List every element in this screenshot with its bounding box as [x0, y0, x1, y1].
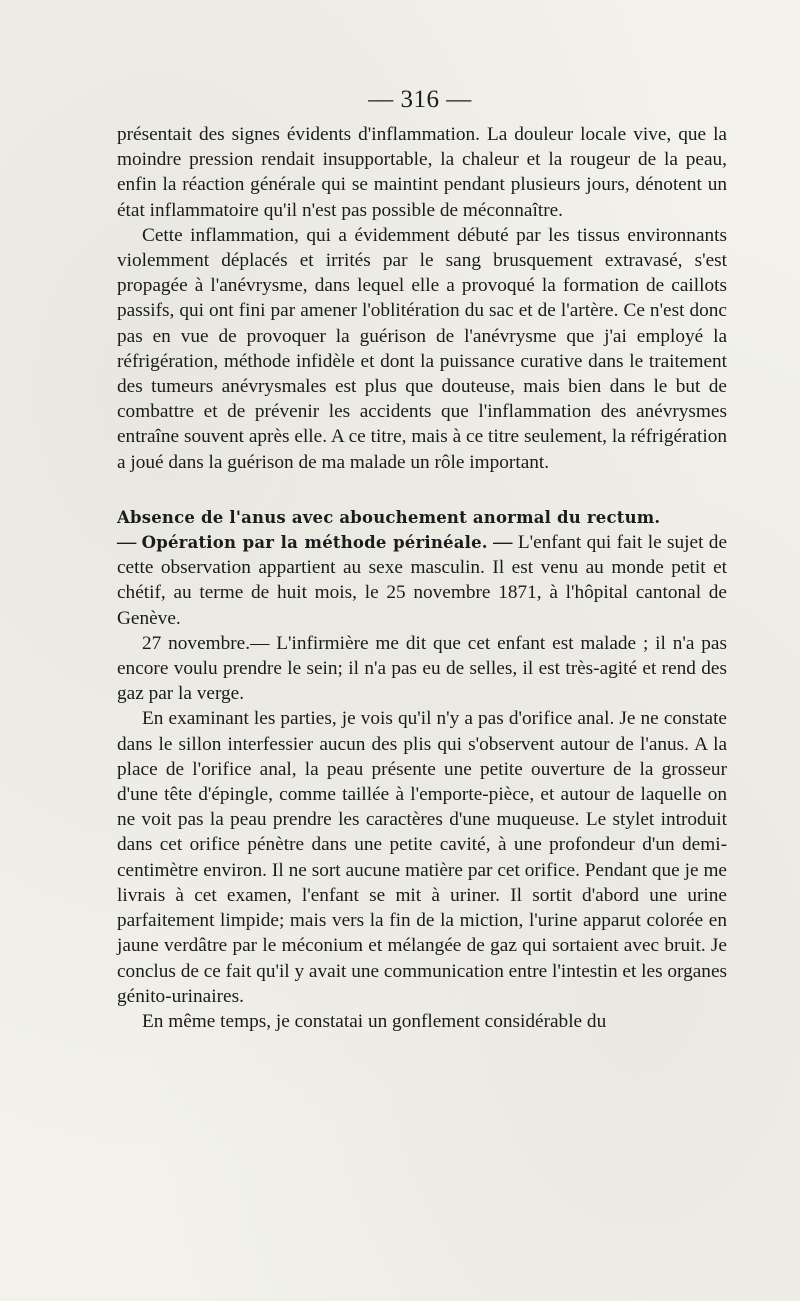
paragraph-continuation: présentait des signes évidents d'inflammation. La douleur locale vive, que la moindre pression rendait insupportable, la chaleur et la rougeur de la peau, enfin la réaction générale qui se maintint pendant plusieurs jours, dénotent un état inflammatoire qu'il n'est pas possible de méconnaître. — [117, 124, 727, 221]
section-lead-paragraph — [117, 505, 727, 631]
paragraph-examination: En examinant les parties, je vois qu'il n'y a pas d'orifice anal. Je ne constate dans le sillon interfessier aucun des plis qui s'observent autour de l'anus. A la place de l'orifice anal, la peau présente une petite ouverture de la grosseur d'une tête d'épingle, comme taillée à l'emporte-pièce, et autour de laquelle on ne voit pas la peau prendre les caractères d'une muqueuse. Le stylet introduit dans cet orifice pénètre dans une petite cavité, à une profondeur d'un demi-centimètre environ. Il ne sort aucune matière par cet orifice. Pendant que je me livrais à cet examen, l'enfant se mit à uriner. Il sortit d'abord une urine parfaitement limpide; mais vers la fin de la miction, l'urine apparut colorée en jaune verdâtre par le méconium et mélangée de gaz qui sortaient avec bruit. Je conclus de ce fait qu'il y avait une communication entre l'intestin et les organes génito-urinaires. — [117, 708, 728, 1007]
section-title: Absence de l'anus avec abouchement anormal du rectum. — [117, 507, 661, 527]
body-text — [117, 122, 727, 1034]
paragraph-inflammation: Cette inflammation, qui a évidemment débuté par les tissus environnants violemment déplacés et irrités par le sang brusquement extravasé, s'est propagée à l'anévrysme, dans lequel elle a provoqué la formation de caillots passifs, qui ont fini par amener l'oblitération du sac et de l'artère. Ce n'est donc pas en vue de provoquer la guérison de l'anévrysme que j'ai employé la réfrigération, méthode infidèle et dont la puissance curative dans le traitement des tumeurs anévrysmales est plus que douteuse, mais bien dans le but de combattre et de prévenir les accidents que l'inflammation des anévrysmes entraîne souvent après elle. A ce titre, mais à ce titre seulement, la réfrigération a joué dans la guérison de ma malade un rôle important. — [117, 224, 727, 473]
page-number: — 316 — — [368, 86, 472, 113]
paragraph-gonflement: En même temps, je constatai un gonflement considérable du — [142, 1010, 607, 1032]
section-subtitle: Opération par la méthode périnéale. — [141, 533, 488, 553]
section-lead-text: L'enfant qui fait le sujet de cette observation appartient au sexe masculin. Il est venu au monde petit et chétif, au terme de huit mois, le 25 novembre 1871, à l'hôpital cantonal de Genève. — [117, 532, 728, 629]
paragraph-27-novembre: 27 novembre.— L'infirmière me dit que cet enfant est malade ; il n'a pas encore voulu prendre le sein; il n'a pas eu de selles, il est très-agité et rend des gaz par la verge. — [117, 632, 727, 705]
section-dash: — — [493, 532, 513, 554]
section-dash: — — [117, 532, 137, 554]
observation-section — [117, 505, 727, 1034]
